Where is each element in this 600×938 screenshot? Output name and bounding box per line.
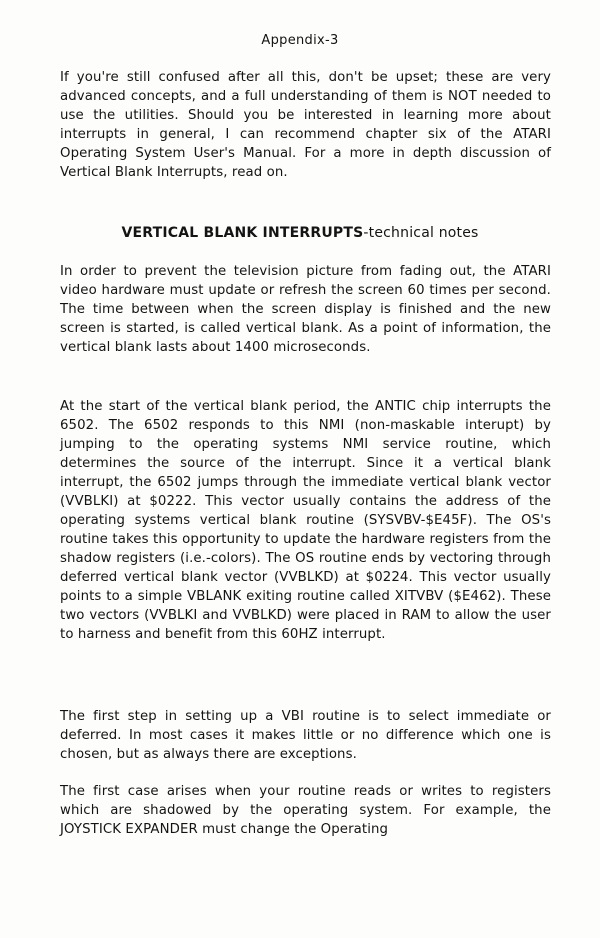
paragraph-antic: At the start of the vertical blank period, the ANTIC chip interrupts the 6502. The 6502 responds to this NMI (non-maskable interupt) by jumping to the operating systems NMI service routine, which determines the source of the interrupt. Since it a vertical blank interrupt, the 6502 jumps through the immediate vertical blank vector (VVBLKI) at $0222. This vector usually contains the address of the operating systems vertical blank routine (SYSVBV-$E45F). The OS's routine takes this opportunity to update the hardware registers from the shadow registers (i.e.-colors). The OS routine ends by vectoring through deferred vertical blank vector (VVBLKD) at $0224. This vector usually points to a simple VBLANK exiting routine called XITVBV ($E462). These two vectors (VVBLKI and VVBLKD) were placed in RAM to allow the user to harness and benefit from this 60HZ interrupt.	[60, 399, 551, 642]
paragraph-intro: If you're still confused after all this, don't be upset; these are very advanced concepts, and a full understanding of them is NOT needed to use the utilities. Should you be interested in learning more about interrupts in general, I can recommend chapter six of the ATARI Operating System User's Manual. For a more in depth discussion of Vertical Blank Interrupts, read on.	[60, 70, 551, 180]
section-heading-main: VERTICAL BLANK INTERRUPTS	[121, 225, 364, 241]
section-heading-sub: -technical notes	[363, 225, 479, 241]
section-heading	[0, 225, 600, 241]
paragraph-refresh: In order to prevent the television picture from fading out, the ATARI video hardware must update or refresh the screen 60 times per second. The time between when the screen display is finished and the new screen is started, is called vertical blank. As a point of information, the vertical blank lasts about 1400 microseconds.	[60, 264, 551, 355]
running-head: Appendix-3	[261, 33, 339, 48]
paragraph-first-case: The first case arises when your routine reads or writes to registers which are shadowed by the operating system. For example, the JOYSTICK EXPANDER must change the Operating	[60, 784, 551, 837]
paragraph-first-step: The first step in setting up a VBI routine is to select immediate or deferred. In most cases it makes little or no difference which one is chosen, but as always there are exceptions.	[60, 709, 551, 762]
